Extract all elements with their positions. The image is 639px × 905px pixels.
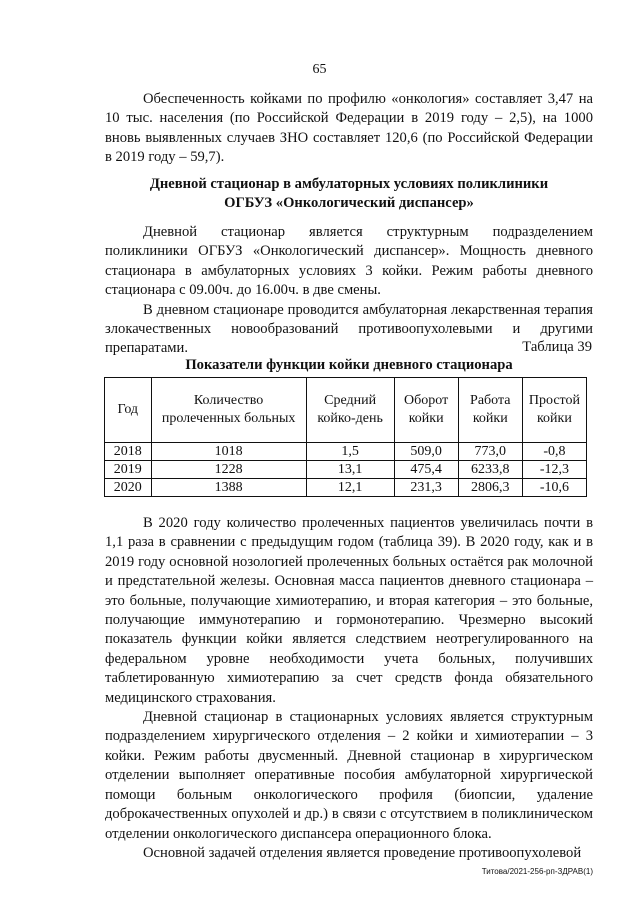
- cell-patients: 1228: [151, 461, 306, 479]
- section-heading: [105, 175, 593, 213]
- paragraph-2020-results: В 2020 году количество пролеченных пациентов увеличилась почти в 1,1 раза в сравнении с предыдущим годом (таблица 39). В 2020 году, как и в 2019 году основной нозологией пролеченных больных остаётся рак молочной и предстательной железы. Основная масса пациентов дневного стационара – это больные, получающие химиотерапию, и вторая категория – это больные, получающие иммунотерапию и гормонотерапию. Чрезмерно высокий показатель функции койки является следствием неотрегулированного на федеральном уровне необходимости учета больных, получивших таблетированную химиотерапию за счет средств фонда обязательного медицинского страхования.: [105, 515, 593, 706]
- cell-year: 2019: [105, 461, 152, 479]
- paragraph-main-task: Основной задачей отделения является проведение противоопухолевой: [143, 844, 582, 861]
- table-row: [105, 479, 587, 497]
- table-row: [105, 461, 587, 479]
- cell-patients: 1388: [151, 479, 306, 497]
- cell-bed-work: 2806,3: [458, 479, 522, 497]
- cell-bed-work: 773,0: [458, 443, 522, 461]
- table-title: Показатели функции койки дневного стационара: [185, 357, 513, 373]
- cell-bed-idle: -0,8: [522, 443, 586, 461]
- header-avg-bed-day: Средний койко-день: [306, 378, 394, 443]
- heading-line-1: Дневной стационар в амбулаторных условиях поликлиники: [149, 176, 549, 192]
- cell-bed-work: 6233,8: [458, 461, 522, 479]
- intro-paragraph: [105, 90, 593, 168]
- table-header-row: [105, 378, 587, 443]
- page-number: 65: [312, 62, 327, 77]
- document-footer-code: Титова/2021-256-рп-ЗДРАВ(1): [481, 867, 593, 876]
- cell-avg-bed-day: 12,1: [306, 479, 394, 497]
- header-bed-idle: Простой койки: [522, 378, 586, 443]
- header-year: Год: [105, 378, 152, 443]
- section1-text: [105, 223, 593, 359]
- cell-bed-idle: -10,6: [522, 479, 586, 497]
- cell-year: 2020: [105, 479, 152, 497]
- cell-bed-turnover: 509,0: [394, 443, 458, 461]
- paragraph-day-hospital: Дневной стационар является структурным подразделением поликлиники ОГБУЗ «Онкологический диспансер». Мощность дневного стационара в амбулаторных условиях 3 койки. Режим работы дневного стационара с 09.00ч. до 16.00ч. в две смены.: [105, 224, 593, 299]
- cell-avg-bed-day: 13,1: [306, 461, 394, 479]
- table-label: Таблица 39: [522, 339, 592, 355]
- table-row: [105, 443, 587, 461]
- heading-line-2: ОГБУЗ «Онкологический диспансер»: [224, 195, 474, 211]
- cell-avg-bed-day: 1,5: [306, 443, 394, 461]
- header-patients: Количество пролеченных больных: [151, 378, 306, 443]
- paragraph-inpatient-day-hospital: Дневной стационар в стационарных условиях является структурным подразделением хирургического отделения – 2 койки и химиотерапии – 3 койки. Режим работы двусменный. Дневной стационар в хирургическом отделении выполняет оперативные пособия амбулаторной хирургической помощи больным онкологического профиля (биопсии, удаление доброкачественных опухолей и др.) в связи с отсутствием в поликлиническом отделении онкологического диспансера операционного блока.: [105, 709, 593, 842]
- cell-bed-turnover: 231,3: [394, 479, 458, 497]
- cell-bed-turnover: 475,4: [394, 461, 458, 479]
- header-bed-work: Работа койки: [458, 378, 522, 443]
- paragraph-therapy: В дневном стационаре проводится амбулаторная лекарственная терапия злокачественных новообразований противоопухолевыми и другими препаратами.: [105, 301, 593, 357]
- cell-patients: 1018: [151, 443, 306, 461]
- section2-text: [105, 514, 593, 863]
- header-bed-turnover: Оборот койки: [394, 378, 458, 443]
- intro-text: Обеспеченность койками по профилю «онкология» составляет 3,47 на 10 тыс. населения (по Российской Федерации в 2019 году – 2,5), на 1000 вновь выявленных случаев ЗНО составляет 120,6 (по Российской Федерации в 2019 году – 59,7).: [105, 91, 593, 166]
- cell-bed-idle: -12,3: [522, 461, 586, 479]
- bed-function-table: [104, 377, 587, 497]
- cell-year: 2018: [105, 443, 152, 461]
